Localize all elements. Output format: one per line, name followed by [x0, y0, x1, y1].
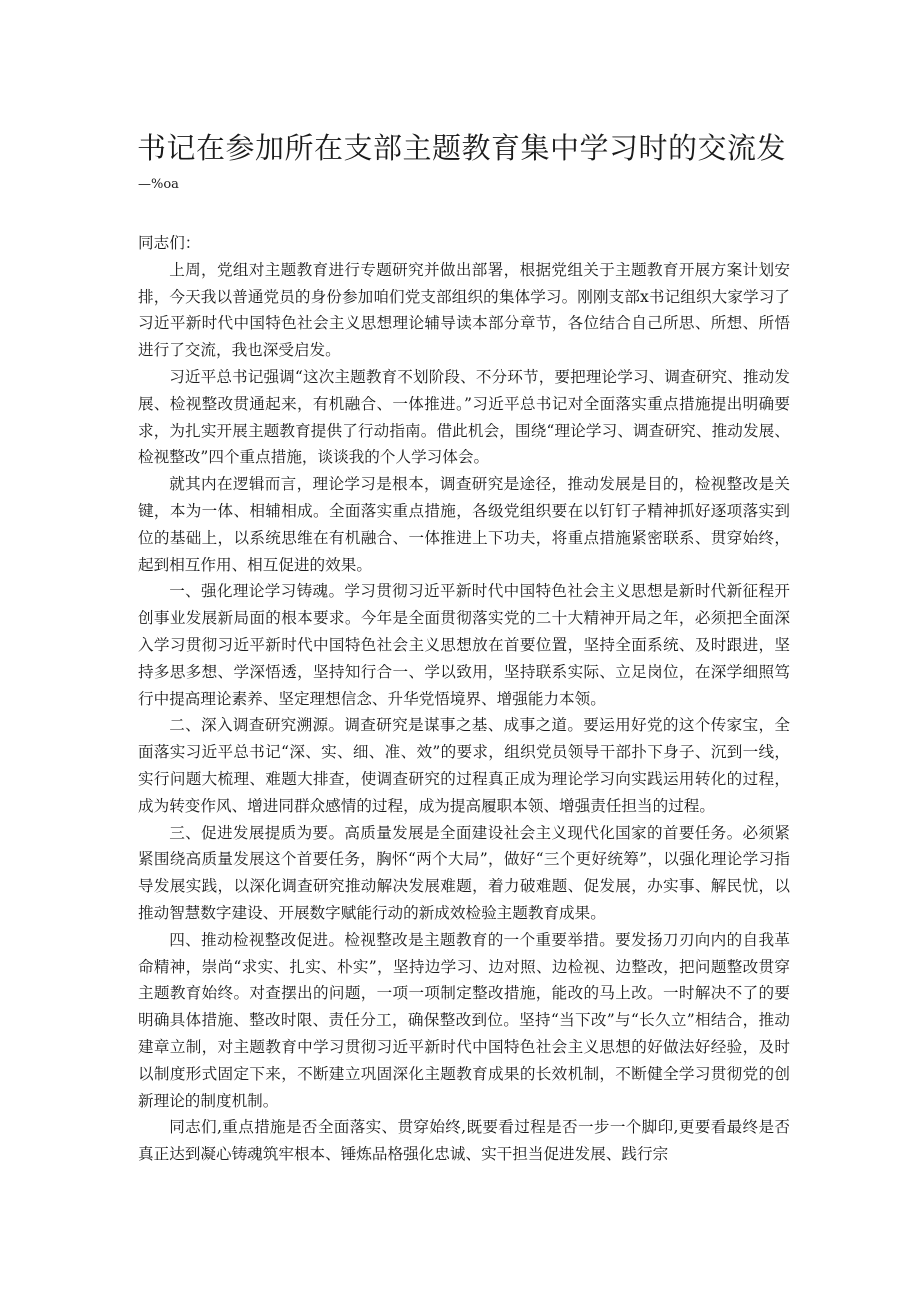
paragraph-quote: 习近平总书记强调“这次主题教育不划阶段、不分环节，要把理论学习、调查研究、推动发展、检视整改贯通起来，有机融合、一体推进。”习近平总书记对全面落实重点措施提出明确要求，为扎实开展主题教育提供了行动指南。借此机会，围绕“理论学习、调查研究、推动发展、检视整改”四个重点措施，谈谈我的个人学习体会。	[138, 367, 790, 467]
salutation: 同志们：	[138, 234, 201, 252]
paragraph-point-three: 三、促进发展提质为要。高质量发展是全面建设社会主义现代化国家的首要任务。必须紧紧围绕高质量发展这个首要任务，胸怀“两个大局”，做好“三个更好统筹”，以强化理论学习指导发展实践，以深化调查研究推动解决发展难题，着力破难题、促发展，办实事、解民忧，以推动智慧数字建设、开展数字赋能行动的新成效检验主题教育成果。	[138, 823, 790, 922]
paragraph-intro: 上周，党组对主题教育进行专题研究并做出部署，根据党组关于主题教育开展方案计划安排，今天我以普通党员的身份参加咱们党支部组织的集体学习。刚刚支部x书记组织大家学习了习近平新时代中国特色社会主义思想理论辅导读本部分章节，各位结合自己所思、所想、所悟进行了交流，我也深受启发。	[138, 260, 790, 360]
paragraph-point-two: 二、深入调查研究溯源。调查研究是谋事之基、成事之道。要运用好党的这个传家宝，全面落实习近平总书记“深、实、细、准、效”的要求，组织党员领导干部扑下身子、沉到一线，实行问题大梳理、难题大排查，使调查研究的过程真正成为理论学习向实践运用转化的过程，成为转变作风、增进同群众感情的过程，成为提高履职本领、增强责任担当的过程。	[138, 716, 790, 815]
document-subtitle: —%oa	[138, 177, 179, 192]
document-body	[138, 230, 790, 1168]
paragraph-logic: 就其内在逻辑而言，理论学习是根本，调查研究是途径，推动发展是目的，检视整改是关键，本为一体、相辅相成。全面落实重点措施，各级党组织要在以钉钉子精神抓好逐项落实到位的基础上，以系统思维在有机融合、一体推进上下功夫，将重点措施紧密联系、贯穿始终，起到相互作用、相互促进的效果。	[138, 475, 790, 574]
paragraph-conclusion: 同志们,重点措施是否全面落实、贯穿始终,既要看过程是否一步一个脚印,更要看最终是否真正达到凝心铸魂筑牢根本、锤炼品格强化忠诚、实干担当促进发展、践行宗	[138, 1118, 790, 1164]
document-title: 书记在参加所在支部主题教育集中学习时的交流发	[137, 131, 787, 165]
paragraph-point-one: 一、强化理论学习铸魂。学习贯彻习近平新时代中国特色社会主义思想是新时代新征程开创事业发展新局面的根本要求。今年是全面贯彻落实党的二十大精神开局之年，必须把全面深入学习贯彻习近平新时代中国特色社会主义思想放在首要位置，坚持全面系统、及时跟进，坚持多思多想、学深悟透，坚持知行合一、学以致用，坚持联系实际、立足岗位，在深学细照笃行中提高理论素养、坚定理想信念、升华党悟境界、增强能力本领。	[138, 582, 790, 708]
paragraph-point-four: 四、推动检视整改促进。检视整改是主题教育的一个重要举措。要发扬刀刃向内的自我革命精神，崇尚“求实、扎实、朴实”，坚持边学习、边对照、边检视、边整改，把问题整改贯穿主题教育始终。对查摆出的问题，一项一项制定整改措施，能改的马上改。一时解决不了的要明确具体措施、整改时限、责任分工，确保整改到位。坚持“当下改”与“长久立”相结合，推动建章立制，对主题教育中学习贯彻习近平新时代中国特色社会主义思想的好做法好经验，及时以制度形式固定下来，不断建立巩固深化主题教育成果的长效机制，不断健全学习贯彻党的创新理论的制度机制。	[138, 930, 790, 1110]
